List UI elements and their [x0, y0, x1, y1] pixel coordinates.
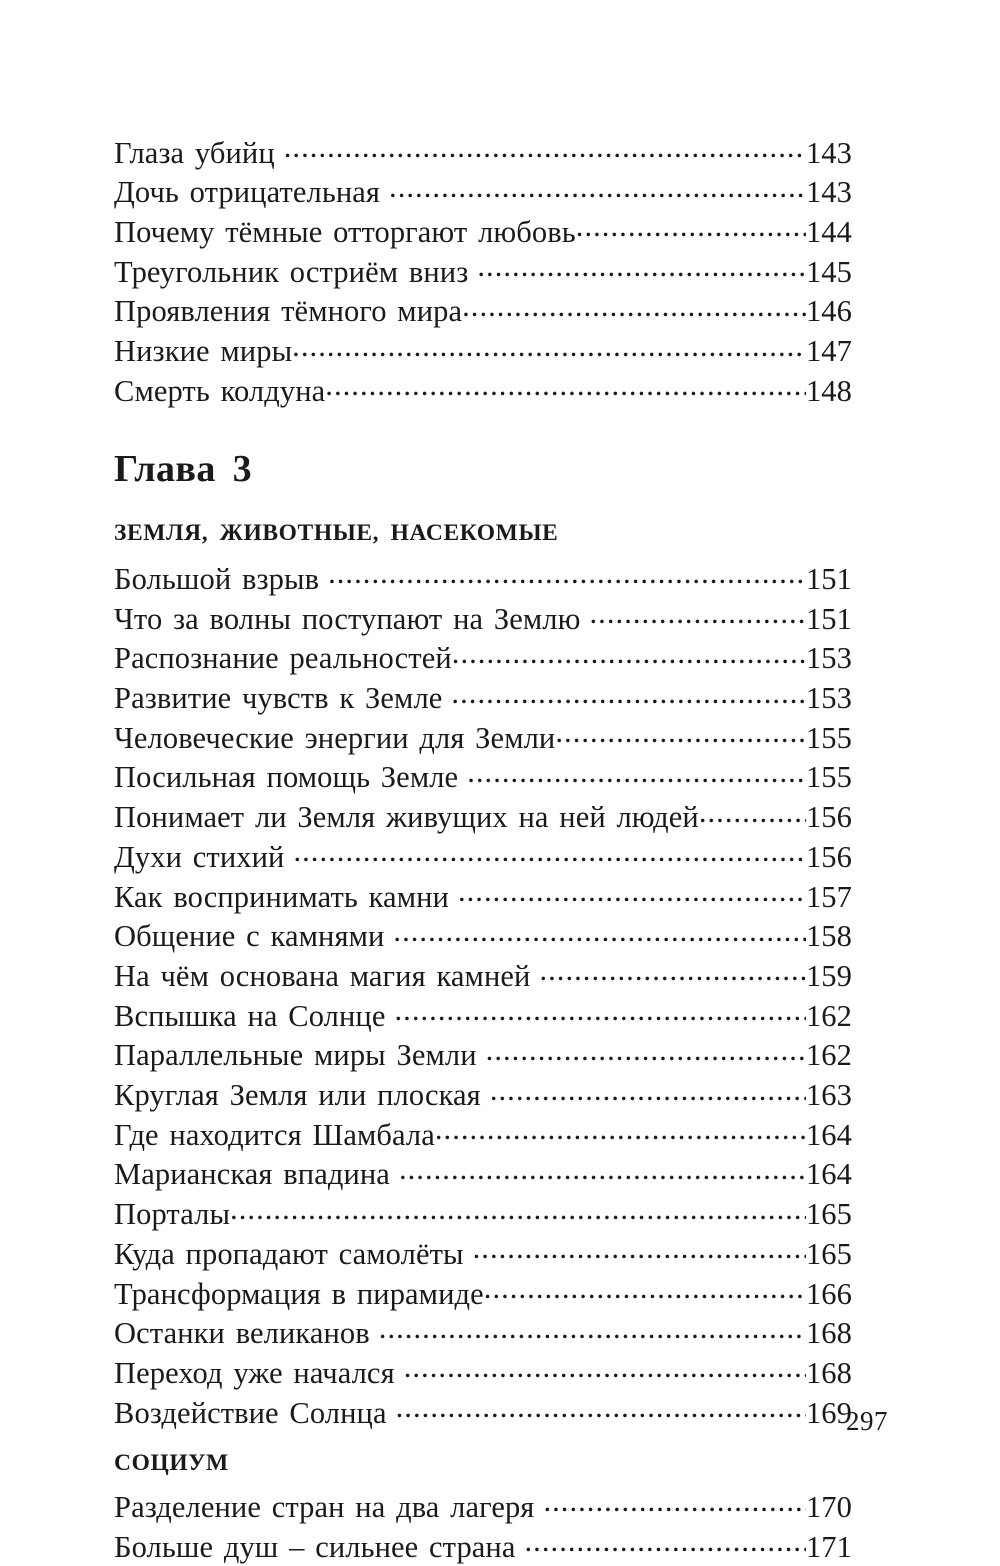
toc-entry[interactable]: [114, 836, 852, 876]
toc-entry-page-number: 151: [805, 561, 852, 596]
dot-leader: [576, 211, 806, 242]
toc-entry[interactable]: [114, 1154, 852, 1194]
toc-entry-page-number: 146: [805, 294, 852, 329]
dot-leader: [462, 291, 806, 322]
toc-entry-title: Глаза убийц: [114, 135, 275, 170]
toc-entry-page-number: 171: [805, 1529, 852, 1564]
toc-entry-page-number: 166: [805, 1276, 852, 1311]
toc-entry-page-number: 164: [805, 1157, 852, 1192]
toc-entry-title: Треугольник остриём вниз: [114, 254, 469, 289]
toc-entry-title: Почему тёмные отторгают любовь: [114, 214, 576, 249]
dot-leader: [477, 251, 806, 282]
dot-leader: [325, 370, 806, 401]
toc-entry[interactable]: [114, 638, 852, 678]
toc-entry-title: Понимает ли Земля живущих на ней людей: [114, 800, 699, 835]
toc-entry-page-number: 165: [805, 1197, 852, 1232]
section-heading: ЗЕМЛЯ, ЖИВОТНЫЕ, НАСЕКОМЫЕ: [114, 519, 559, 546]
chapter-heading: Глава 3: [114, 447, 253, 490]
toc-entry[interactable]: [114, 1526, 852, 1566]
toc-entry-page-number: 155: [805, 720, 852, 755]
toc-entry-title: Проявления тёмного мира: [114, 294, 463, 329]
toc-entry-title: Посильная помощь Земле: [114, 760, 459, 795]
toc-entry-page-number: 163: [805, 1078, 852, 1113]
dot-leader: [293, 836, 806, 867]
toc-entry-title: Трансформация в пирамиде: [114, 1276, 484, 1311]
toc-entry[interactable]: [114, 558, 852, 598]
dot-leader: [396, 1392, 806, 1423]
toc-entry-page-number: 159: [805, 958, 852, 993]
toc-entry-page-number: 168: [805, 1316, 852, 1351]
toc-entry-page-number: 143: [805, 175, 852, 210]
toc-entry[interactable]: [114, 251, 852, 291]
toc-entry-page-number: 164: [805, 1117, 852, 1152]
dot-leader: [539, 955, 806, 986]
dot-leader: [328, 558, 806, 589]
dot-leader: [543, 1486, 806, 1517]
toc-entry-title: Общение с камнями: [114, 919, 385, 954]
toc-entry-page-number: 158: [805, 919, 852, 954]
toc-entry[interactable]: [114, 331, 852, 371]
toc-entry-title: Низкие миры: [114, 334, 293, 369]
dot-leader: [399, 1154, 806, 1185]
toc-section-continued-entries: [114, 132, 852, 410]
toc-entry-title: Воздействие Солнца: [114, 1395, 387, 1430]
page-number: 297: [846, 1406, 888, 1436]
dot-leader: [467, 757, 806, 788]
dot-leader: [486, 1035, 806, 1066]
toc-entry[interactable]: [114, 211, 852, 251]
toc-entry-title: Останки великанов: [114, 1316, 370, 1351]
toc-entry[interactable]: [114, 1313, 852, 1353]
toc-entry[interactable]: [114, 132, 852, 172]
toc-entry-page-number: 170: [805, 1489, 852, 1524]
toc-entry[interactable]: [114, 1035, 852, 1075]
dot-leader: [458, 876, 806, 907]
chapter-sections: [114, 519, 852, 1566]
toc-entry[interactable]: [114, 1114, 852, 1154]
toc-entry-title: Переход уже начался: [114, 1355, 395, 1390]
toc-entry-title: Развитие чувств к Земле: [114, 681, 443, 716]
toc-entry-page-number: 151: [805, 601, 852, 636]
toc-entry[interactable]: [114, 1486, 852, 1526]
toc-entry-title: Круглая Земля или плоская: [114, 1078, 481, 1113]
dot-leader: [699, 797, 806, 828]
dot-leader: [389, 172, 806, 203]
toc-entry-title: Что за волны поступают на Землю: [114, 601, 581, 636]
toc-entry-page-number: 168: [805, 1355, 852, 1390]
toc-entry-page-number: 155: [805, 760, 852, 795]
toc-entry-title: Где находится Шамбала: [114, 1117, 435, 1152]
toc-entry-page-number: 162: [805, 1038, 852, 1073]
toc-entry-page-number: 162: [805, 998, 852, 1033]
toc-entry-title: Марианская впадина: [114, 1157, 390, 1192]
dot-leader: [555, 717, 806, 748]
toc-entry-title: Человеческие энергии для Земли: [114, 720, 556, 755]
toc-entry[interactable]: [114, 876, 852, 916]
toc-entry[interactable]: [114, 172, 852, 212]
toc-entry-page-number: 156: [805, 839, 852, 874]
dot-leader: [284, 132, 806, 163]
dot-leader: [473, 1233, 806, 1264]
toc-entry-page-number: 153: [805, 641, 852, 676]
toc-entry[interactable]: [114, 1352, 852, 1392]
toc-entry-title: Разделение стран на два лагеря: [114, 1489, 535, 1524]
toc-entry-page-number: 153: [805, 681, 852, 716]
toc-entry[interactable]: [114, 1233, 852, 1273]
toc-entry[interactable]: [114, 955, 852, 995]
toc-entry-title: Большой взрыв: [114, 561, 320, 596]
dot-leader: [230, 1194, 806, 1225]
toc-entry-title: Смерть колдуна: [114, 373, 326, 408]
toc-entry[interactable]: [114, 717, 852, 757]
dot-leader: [490, 1075, 806, 1106]
toc-entry[interactable]: [114, 995, 852, 1035]
toc-entry-page-number: 157: [805, 879, 852, 914]
toc-entry-title: Вспышка на Солнце: [114, 998, 386, 1033]
toc-entry[interactable]: [114, 370, 852, 410]
toc-entry[interactable]: [114, 1273, 852, 1313]
toc-entry-title: Духи стихий: [114, 839, 285, 874]
toc-entry-page-number: 169: [805, 1395, 852, 1430]
dot-leader: [292, 331, 806, 362]
toc-entry-page-number: 148: [805, 373, 852, 408]
toc-entry-title: Как воспринимать камни: [114, 879, 449, 914]
toc-entry-title: Дочь отрицательная: [114, 175, 381, 210]
toc-entry[interactable]: [114, 797, 852, 837]
toc-entry-page-number: 147: [805, 334, 852, 369]
toc-entry-page-number: 165: [805, 1236, 852, 1271]
dot-leader: [435, 1114, 806, 1145]
dot-leader: [484, 1273, 806, 1304]
toc-entry[interactable]: [114, 678, 852, 718]
toc-entry-title: Больше душ – сильнее страна: [114, 1529, 516, 1564]
toc-entry[interactable]: [114, 1392, 852, 1432]
toc-entry[interactable]: [114, 757, 852, 797]
toc-entry[interactable]: [114, 1194, 852, 1234]
toc-entry[interactable]: [114, 916, 852, 956]
dot-leader: [394, 995, 805, 1026]
dot-leader: [525, 1526, 806, 1557]
toc-entry-title: На чём основана магия камней: [114, 958, 531, 993]
toc-entry-title: Порталы: [114, 1197, 231, 1232]
dot-leader: [379, 1313, 806, 1344]
toc-entry-page-number: 156: [805, 800, 852, 835]
toc-entry[interactable]: [114, 1075, 852, 1115]
dot-leader: [590, 598, 806, 629]
toc-entry[interactable]: [114, 598, 852, 638]
toc-entry-title: Куда пропадают самолёты: [114, 1236, 464, 1271]
toc-entry-page-number: 144: [805, 214, 852, 249]
toc-entry-title: Параллельные миры Земли: [114, 1038, 477, 1073]
dot-leader: [393, 916, 806, 947]
toc-entry-page-number: 143: [805, 135, 852, 170]
dot-leader: [452, 638, 806, 669]
toc-entry[interactable]: [114, 291, 852, 331]
section-heading: СОЦИУМ: [114, 1449, 229, 1476]
table-of-contents: [114, 132, 852, 1566]
dot-leader: [404, 1352, 806, 1383]
toc-entry-page-number: 145: [805, 254, 852, 289]
toc-entry-title: Распознание реальностей: [114, 641, 452, 676]
dot-leader: [451, 678, 806, 709]
